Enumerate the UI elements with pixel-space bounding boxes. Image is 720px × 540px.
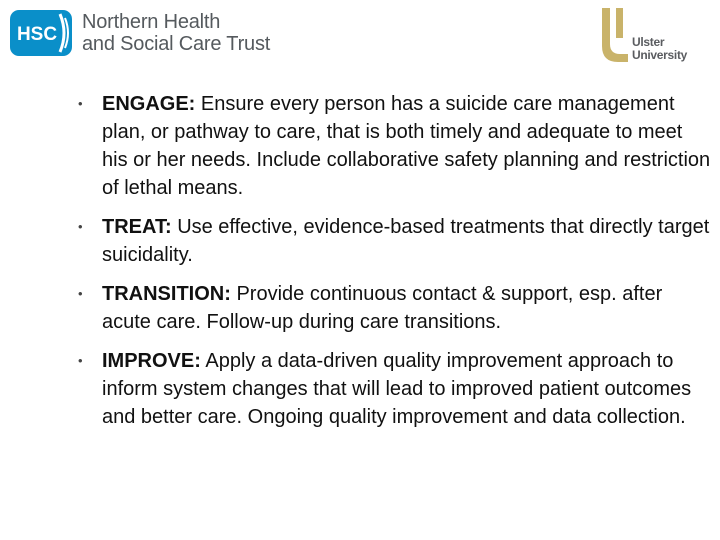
ulster-line1: Ulster [632,35,665,49]
bullet-engage [72,90,712,202]
hsc-trust-name [82,11,270,55]
bullet-text: Apply a data-driven quality improvement approach to inform system changes that will lead to improved patient outcomes and better care. Ongoing quality improvement and data collection. [102,350,692,428]
bullet-treat [72,213,712,269]
ulster-university-logo [598,6,710,66]
bullet-text: Use effective, evidence-based treatments that directly target suicidality. [102,216,710,266]
hsc-name-line2: and Social Care Trust [82,33,271,55]
bullet-text: Provide continuous contact & support, esp. after acute care. Follow-up during care transitions. [102,283,663,333]
bullet-title: ENGAGE: [102,93,196,115]
ulster-u-mark-icon [598,6,632,64]
bullet-text: Ensure every person has a suicide care management plan, or pathway to care, that is both timely and adequate to meet his or her needs. Include collaborative safety planning and restriction of lethal means. [102,93,711,199]
hsc-name-line1: Northern Health [82,11,221,33]
bullet-dot-icon: • [78,96,83,111]
bullet-title: TREAT: [102,216,172,238]
ulster-line2: University [632,48,688,62]
ulster-wordmark [632,36,687,62]
bullet-dot-icon: • [78,219,83,234]
bullet-improve [72,347,712,431]
hsc-badge-text: HSC [16,24,58,45]
hsc-logo [10,10,270,56]
bullet-dot-icon: • [78,353,83,368]
bullet-transition [72,280,712,336]
bullet-title: IMPROVE: [102,350,201,372]
bullet-dot-icon: • [78,286,83,301]
hsc-badge-icon [10,10,72,56]
bullet-list [72,90,712,431]
bullet-title: TRANSITION: [102,283,231,305]
